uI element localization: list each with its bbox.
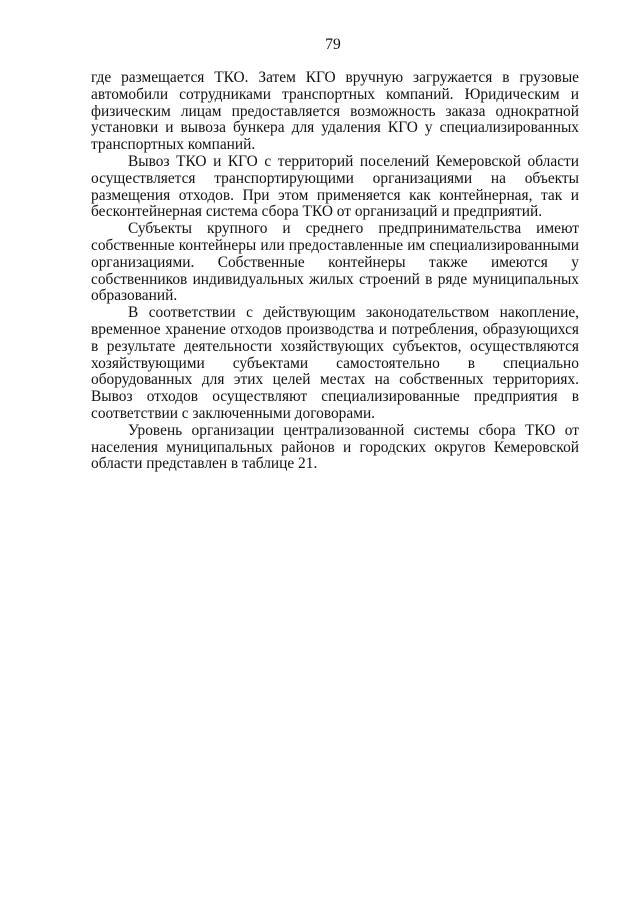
paragraph-table-reference: Уровень организации централизованной системы сбора ТКО от населения муниципальных районов и городских округов Кемеровской области представлен в таблице 21. xyxy=(91,421,579,473)
paragraph-continuation: где размещается ТКО. Затем КГО вручную загружается в грузовые автомобили сотрудниками транспортных компаний. Юридическим и физическим лицам предоставляется возможность заказа однократной установки и вывоза бункера для удаления КГО у специализированных транспортных компаний. xyxy=(91,69,579,154)
paragraph-business-containers: Субъекты крупного и среднего предпринимательства имеют собственные контейнеры или предоставленные им специализированными организациями. Собственные контейнеры также имеются у собственников индивидуальных жилых строений в ряде муниципальных образований. xyxy=(91,220,579,305)
body-text xyxy=(91,70,579,473)
page-number: 79 xyxy=(325,36,341,53)
paragraph-waste-removal: Вывоз ТКО и КГО с территорий поселений Кемеровской области осуществляется транспортирующими организациями на объекты размещения отходов. При этом применяется как контейнерная, так и бесконтейнерная система сбора ТКО от организаций и предприятий. xyxy=(91,152,579,221)
paragraph-legislation: В соответствии с действующим законодательством накопление, временное хранение отходов производства и потребления, образующихся в результате деятельности хозяйствующих субъектов, осуществляются хозяйствующими субъектами самостоятельно в специально оборудованных для этих целей местах на собственных территориях. Вывоз отходов осуществляют специализированные предприятия в соответствии с заключенными договорами. xyxy=(91,304,579,422)
